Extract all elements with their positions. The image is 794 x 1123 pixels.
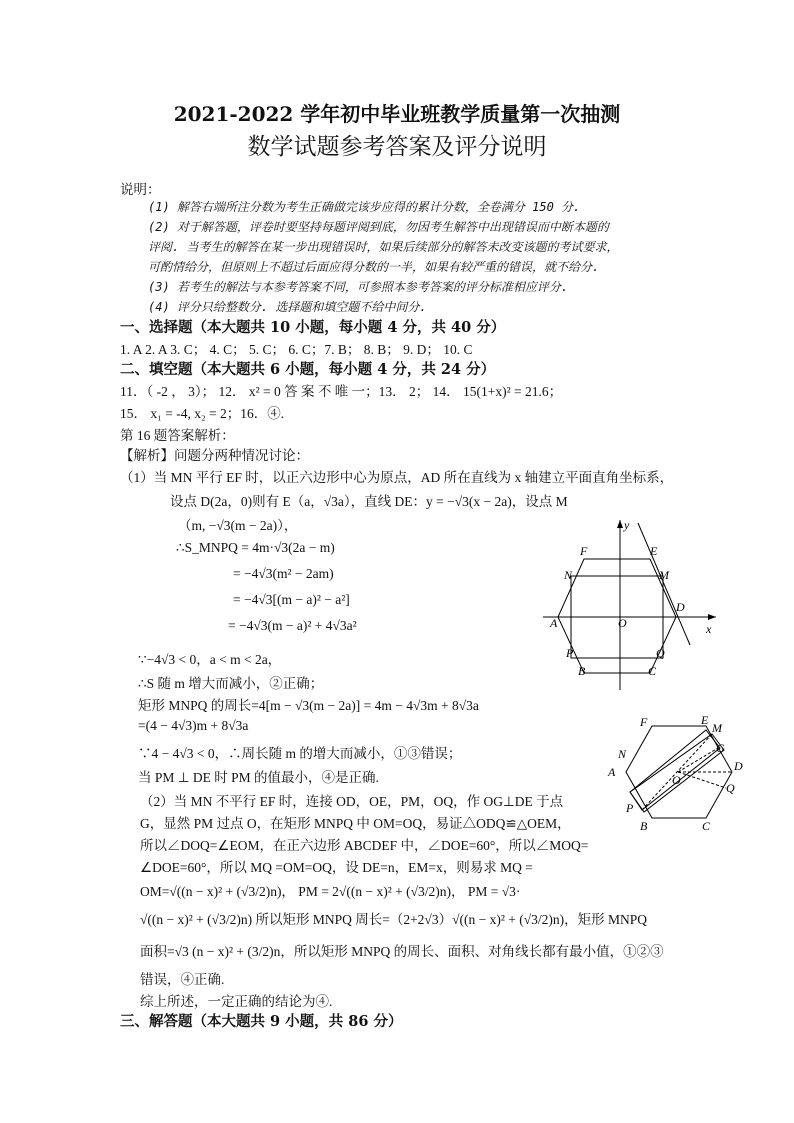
perimeter-line: 矩形 MNPQ 的周长=4[m − √3(m − 2a)] = 4m − 4√3m + 8√3a	[138, 698, 479, 713]
section2-answers-line2: 15． x₁ = -4, x₂ = 2；16．④.	[120, 406, 285, 421]
fig1-label: E	[650, 544, 658, 558]
conclusion: 综上所述，一定正确的结论为④.	[140, 994, 333, 1009]
q16-heading: 第 16 题答案解析：	[120, 428, 235, 443]
area-equation: ∴S_MNPQ = 4m·√3(2a − m)	[176, 540, 335, 555]
notes-heading: 说明：	[120, 182, 161, 197]
page-subtitle: 数学试题参考答案及评分说明	[247, 134, 547, 160]
case2-line: 所以∠DOQ=∠EOM，在正六边形 ABCDEF 中，∠DOE=60°，所以∠MOQ=	[140, 838, 589, 853]
fig2-label: M	[712, 721, 722, 735]
section1-answers: 1. A 2. A 3. C； 4. C； 5. C； 6. C；7. B； 8. B； 9. D； 10. C	[120, 342, 473, 357]
fig2-label: B	[640, 819, 648, 833]
note-line: 可酌情给分，但原则上不超过后面应得分数的一半，如果有较严重的错误，就不给分.	[148, 260, 600, 274]
fig1-label: F	[580, 544, 588, 558]
fig2-label: P	[626, 801, 634, 815]
perimeter-line: 当 PM ⊥ DE 时 PM 的值最小，④是正确.	[138, 770, 379, 785]
note-line: (3) 若考生的解法与本参考答案不同，可参照本参考答案的评分标准相应评分.	[148, 280, 569, 294]
fig1-label: M	[659, 568, 669, 582]
note-line: (4) 评分只给整数分. 选择题和填空题不给中间分.	[148, 300, 427, 314]
fig2-label: O	[672, 773, 681, 787]
fig1-label: P	[566, 646, 574, 660]
section3-heading: 三、解答题（本大题共 9 小题，共 86 分）	[120, 1013, 403, 1030]
analysis-intro: 【解析】问题分两种情况讨论：	[120, 448, 309, 463]
case2-line: （2）当 MN 不平行 EF 时，连接 OD，OE，PM，OQ，作 OG⊥DE 于点	[140, 794, 564, 809]
fig1-label: D	[676, 600, 685, 614]
case2-line: G，显然 PM 过点 O，在矩形 MNPQ 中 OM=OQ，易证△ODQ≌△OEM，	[140, 816, 571, 831]
fig1-label: y	[624, 518, 630, 532]
section2-heading: 二、填空题（本大题共 6 小题，每小题 4 分，共 24 分）	[120, 361, 496, 378]
case2-line: √((n − x)² + (√3/2)n) 所以矩形 MNPQ 周长=（2+2√3）√((n − x)² + (√3/2)n)，矩形 MNPQ	[140, 912, 648, 927]
case2-line: 面积=√3 (n − x)² + (3/2)n，所以矩形 MNPQ 的周长、面积、对角线长都有最小值，①②③	[140, 944, 664, 959]
area-equation: = −4√3(m² − 2am)	[233, 566, 334, 581]
condition-line: ∴S 随 m 增大而减小，②正确；	[138, 676, 324, 691]
fig1-label: A	[550, 616, 558, 630]
fig2-label: C	[702, 819, 711, 833]
fig2-label: A	[608, 765, 616, 779]
fig1-label: Q	[656, 646, 665, 660]
fig2-label: D	[734, 759, 743, 773]
fig1-label: x	[706, 622, 712, 636]
fig1-label: O	[618, 616, 627, 630]
case2-line: OM=√((n − x)² + (√3/2)n)， PM = 2√((n − x)² + (√3/2)n)， PM = √3·	[140, 884, 521, 899]
area-equation: = −4√3(m − a)² + 4√3a²	[228, 618, 357, 633]
perimeter-line: =(4 − 4√3)m + 8√3a	[138, 718, 249, 733]
condition-line: ∵−4√3 < 0，a < m < 2a，	[138, 652, 282, 667]
area-equation: = −4√3[(m − a)² − a²]	[233, 592, 350, 607]
page-title: 2021-2022 学年初中毕业班教学质量第一次抽测	[173, 102, 621, 126]
note-line: (2) 对于解答题，评卷时要坚持每题评阅到底，勿因考生解答中出现错误而中断本题的	[148, 220, 609, 234]
section2-answers-line1: 11．（ -2 ， 3）； 12． x² = 0 答 案 不 唯 一；13． 2； 14． 15(1+x)² = 21.6；	[120, 384, 563, 399]
fig1-label: N	[564, 568, 573, 582]
case2-line: 错误，④正确.	[140, 972, 225, 987]
case2-line: ∠DOE=60°，所以 MQ =OM=OQ，设 DE=n，EM=x，则易求 MQ =	[140, 860, 533, 875]
fig1-label: B	[578, 664, 586, 678]
fig2-label: E	[701, 713, 709, 727]
fig2-label: N	[618, 747, 627, 761]
fig2-label: F	[640, 715, 648, 729]
note-line: (1) 解答右端所注分数为考生正确做完该步应得的累计分数，全卷满分 150 分.	[148, 200, 581, 214]
section1-heading: 一、选择题（本大题共 10 小题，每小题 4 分，共 40 分）	[120, 319, 506, 336]
fig2-label: G	[716, 741, 725, 755]
note-line: 评阅. 当考生的解答在某一步出现错误时，如果后续部分的解答未改变该题的考试要求，	[148, 240, 619, 254]
case1-line: （1）当 MN 平行 EF 时，以正六边形中心为原点，AD 所在直线为 x 轴建立平面直角坐标系，	[120, 470, 674, 485]
case1-line: 设点 D(2a，0)则有 E（a，√3a），直线 DE：y = −√3(x − 2a)，设点 M	[170, 494, 568, 509]
perimeter-line: ∵4 − 4√3 < 0，∴周长随 m 的增大而减小，①③错误；	[138, 746, 462, 761]
case1-line: （m, −√3(m − 2a)），	[178, 518, 298, 533]
fig2-label: Q	[726, 781, 735, 795]
hexagon-coordinate-figure	[538, 515, 728, 695]
hexagon-rotated-rectangle-figure	[600, 712, 750, 837]
fig1-label: C	[648, 664, 657, 678]
